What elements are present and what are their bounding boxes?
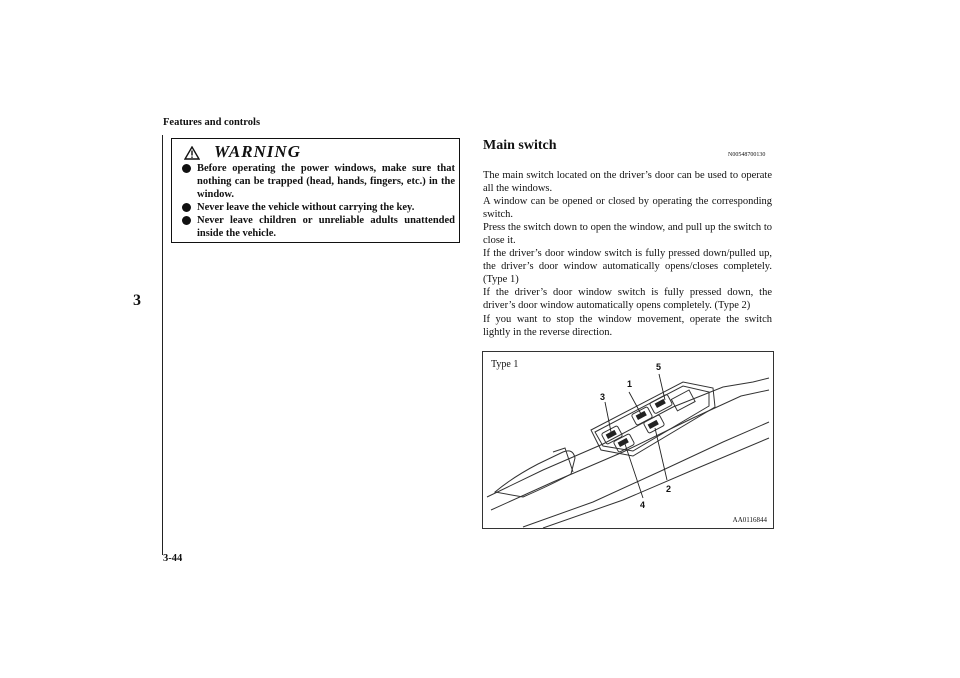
callout-5: 5 (656, 362, 662, 372)
bullet-icon (182, 164, 191, 173)
warning-box (171, 138, 460, 243)
callout-2: 2 (666, 484, 672, 494)
section-body (483, 169, 772, 339)
paragraph: A window can be opened or closed by operating the corresponding switch. (483, 196, 772, 221)
page-divider-line (162, 135, 163, 555)
figure-id: AA0116844 (732, 516, 767, 524)
bullet-icon (182, 203, 191, 212)
callout-4: 4 (640, 500, 646, 510)
paragraph: The main switch located on the driver’s door can be used to operate all the windows. (483, 170, 772, 195)
section-title: Main switch (483, 138, 557, 153)
callout-3: 3 (600, 392, 606, 402)
warning-item: Never leave the vehicle without carrying the key. (181, 201, 455, 214)
warning-triangle-icon (184, 146, 200, 160)
warning-item: Never leave children or unreliable adults unattended inside the vehicle. (181, 214, 455, 240)
warning-list (181, 162, 455, 240)
chapter-number: 3 (133, 292, 141, 309)
switch-figure (482, 351, 774, 529)
figure-type-label: Type 1 (491, 359, 519, 370)
reference-code: N00548700130 (728, 152, 766, 158)
paragraph: If the driver’s door window switch is fully pressed down/pulled up, the driver’s door window automatically opens/closes completely. (Type 1) (483, 248, 772, 286)
bullet-icon (182, 216, 191, 225)
warning-item: Before operating the power windows, make sure that nothing can be trapped (head, hands, fingers, etc.) in the window. (181, 162, 455, 201)
paragraph: Press the switch down to open the window, and pull up the switch to close it. (483, 222, 772, 247)
header-title: Features and controls (163, 117, 261, 128)
callout-1: 1 (627, 379, 633, 389)
paragraph: If the driver’s door window switch is fully pressed down, the driver’s door window automatically opens completely. (Type 2) (483, 287, 772, 312)
page-number: 3-44 (163, 553, 183, 564)
warning-title: WARNING (214, 142, 301, 161)
paragraph: If you want to stop the window movement, operate the switch lightly in the reverse direction. (483, 313, 772, 338)
